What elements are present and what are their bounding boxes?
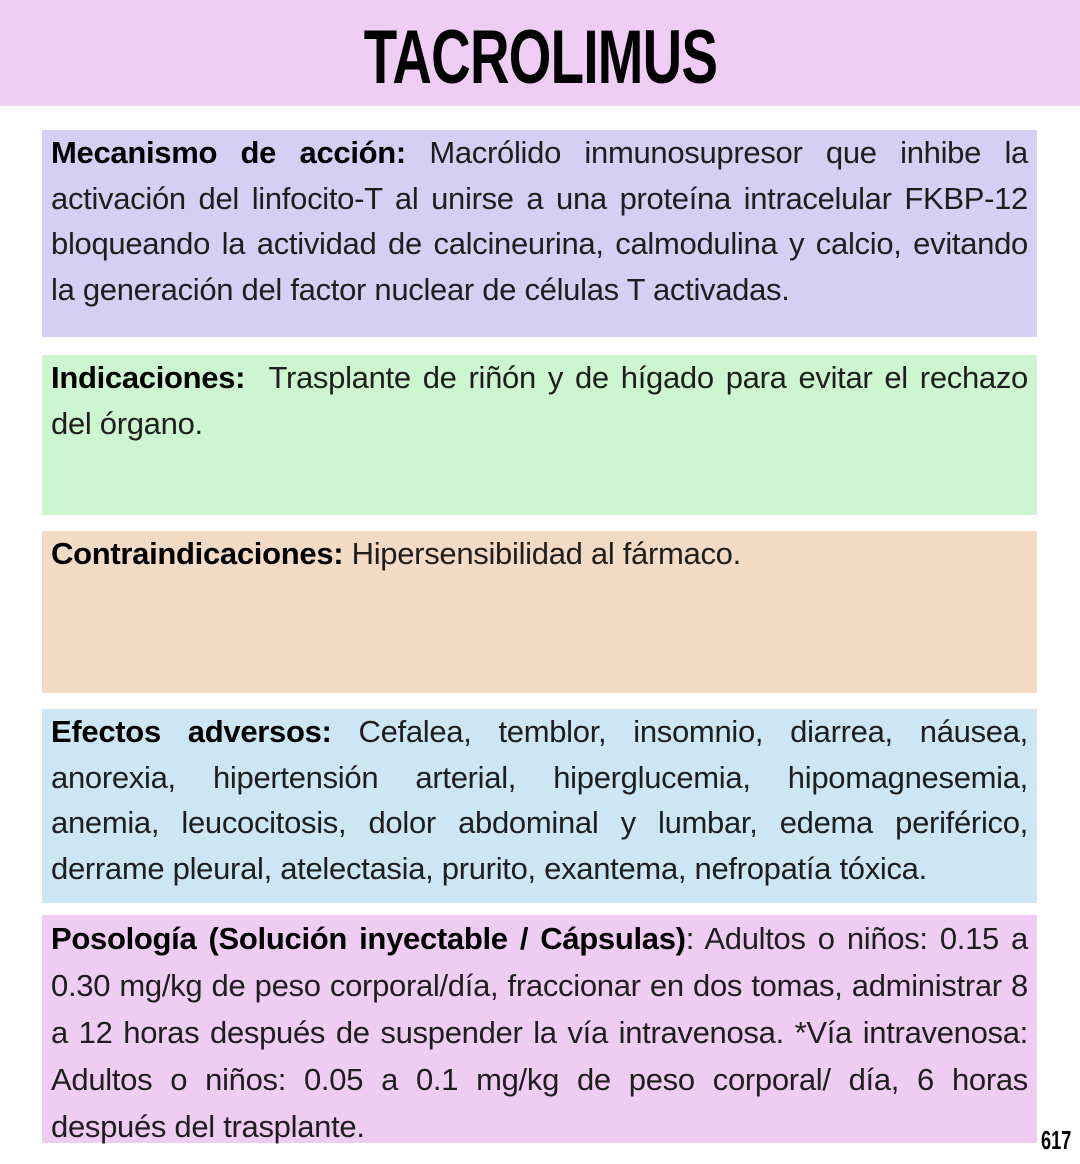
section-label: Posología (Solución inyectable / Cápsulas) bbox=[51, 921, 686, 956]
section-text: Hipersensibilidad al fármaco. bbox=[343, 536, 741, 571]
section-label: Mecanismo de acción: bbox=[51, 135, 406, 170]
section-text: Macrólido inmunosupresor que inhibe la activación del linfocito-T al unirse a una proteína intracelular FKBP-12 bloqueando la actividad de calcineurina, calmodulina y calcio, evitando la generación del factor nuclear de células T activadas. bbox=[51, 135, 1028, 307]
section-indicaciones bbox=[42, 355, 1037, 515]
section-text: : Adultos o niños: 0.15 a 0.30 mg/kg de peso corporal/día, fraccionar en dos tomas, administrar 8 a 12 horas después de suspender la vía intravenosa. *Vía intravenosa: Adultos o niños: 0.05 a 0.1 mg/kg de peso corporal/ día, 6 horas después del trasplante. bbox=[51, 921, 1028, 1144]
title-banner bbox=[0, 0, 1080, 106]
section-text: Trasplante de riñón y de hígado para evitar el rechazo del órgano. bbox=[51, 360, 1037, 441]
page-title: TACROLIMUS bbox=[363, 14, 717, 100]
section-mecanismo bbox=[42, 130, 1037, 337]
section-label: Efectos adversos: bbox=[51, 714, 332, 749]
section-efectos-adversos bbox=[42, 709, 1037, 903]
section-label: Indicaciones: bbox=[51, 360, 246, 395]
page-number: 617 bbox=[1041, 1125, 1072, 1155]
section-contraindicaciones bbox=[42, 531, 1037, 693]
section-posologia bbox=[42, 915, 1037, 1143]
section-text: Cefalea, temblor, insomnio, diarrea, náusea, anorexia, hipertensión arterial, hiperglucemia, hipomagnesemia, anemia, leucocitosis, dolor abdominal y lumbar, edema periférico, derrame pleural, atelectasia, prurito, exantema, nefropatía tóxica. bbox=[51, 714, 1028, 886]
section-label: Contraindicaciones: bbox=[51, 536, 344, 571]
